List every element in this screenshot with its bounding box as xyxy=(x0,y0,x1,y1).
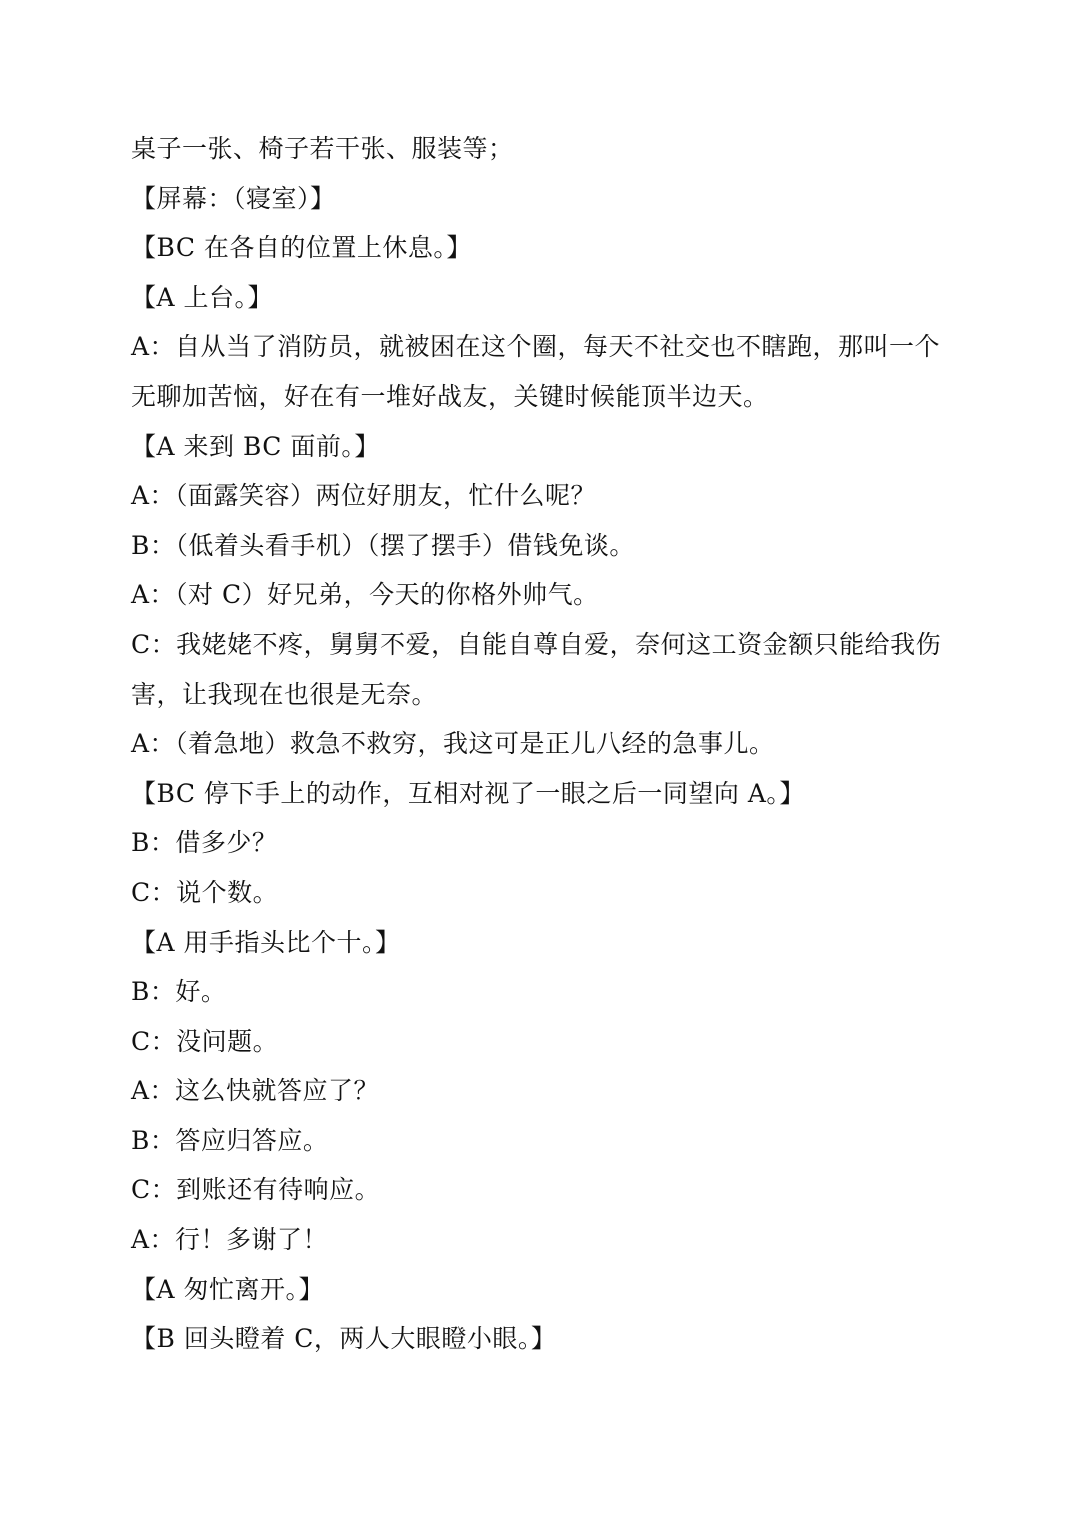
dialogue-line: A：自从当了消防员，就被困在这个圈，每天不社交也不瞎跑，那叫一个 xyxy=(131,332,941,362)
dialogue-line: C：到账还有待响应。 xyxy=(131,1175,381,1205)
dialogue-line: B：好。 xyxy=(131,977,227,1007)
dialogue-line: A：这么快就答应了？ xyxy=(131,1076,380,1106)
dialogue-line: B：（低着头看手机）（摆了摆手）借钱免谈。 xyxy=(131,530,635,560)
dialogue-line: A：行！多谢了！ xyxy=(131,1225,329,1255)
stage-direction: 【A 匆忙离开。】 xyxy=(131,1274,325,1304)
stage-direction: 【A 用手指头比个十。】 xyxy=(131,927,401,957)
dialogue-continuation: 无聊加苦恼，好在有一堆好战友，关键时候能顶半边天。 xyxy=(131,381,769,411)
dialogue-line: C：我姥姥不疼，舅舅不爱，自能自尊自爱，奈何这工资金额只能给我伤 xyxy=(131,629,942,659)
dialogue-line: A：（对 C）好兄弟，今天的你格外帅气。 xyxy=(131,580,599,610)
stage-direction: 【A 上台。】 xyxy=(131,282,274,312)
stage-direction: 【BC 在各自的位置上休息。】 xyxy=(131,233,472,263)
dialogue-line: B：借多少？ xyxy=(131,828,278,858)
stage-direction: 【B 回头瞪着 C，两人大眼瞪小眼。】 xyxy=(131,1324,557,1354)
dialogue-line: A：（着急地）救急不救穷，我这可是正儿八经的急事儿。 xyxy=(131,729,775,759)
dialogue-line: C：说个数。 xyxy=(131,877,279,907)
dialogue-line: B：答应归答应。 xyxy=(131,1125,329,1155)
script-body xyxy=(131,124,951,1364)
dialogue-line: A：（面露笑容）两位好朋友，忙什么呢？ xyxy=(131,481,597,511)
dialogue-line: C：没问题。 xyxy=(131,1026,279,1056)
props-line: 桌子一张、椅子若干张、服装等； xyxy=(131,134,514,163)
stage-direction: 【A 来到 BC 面前。】 xyxy=(131,431,380,461)
dialogue-continuation: 害，让我现在也很是无奈。 xyxy=(131,679,438,709)
stage-direction: 【BC 停下手上的动作，互相对视了一眼之后一同望向 A。】 xyxy=(131,778,805,808)
stage-direction: 【屏幕：（寝室）】 xyxy=(131,183,336,213)
